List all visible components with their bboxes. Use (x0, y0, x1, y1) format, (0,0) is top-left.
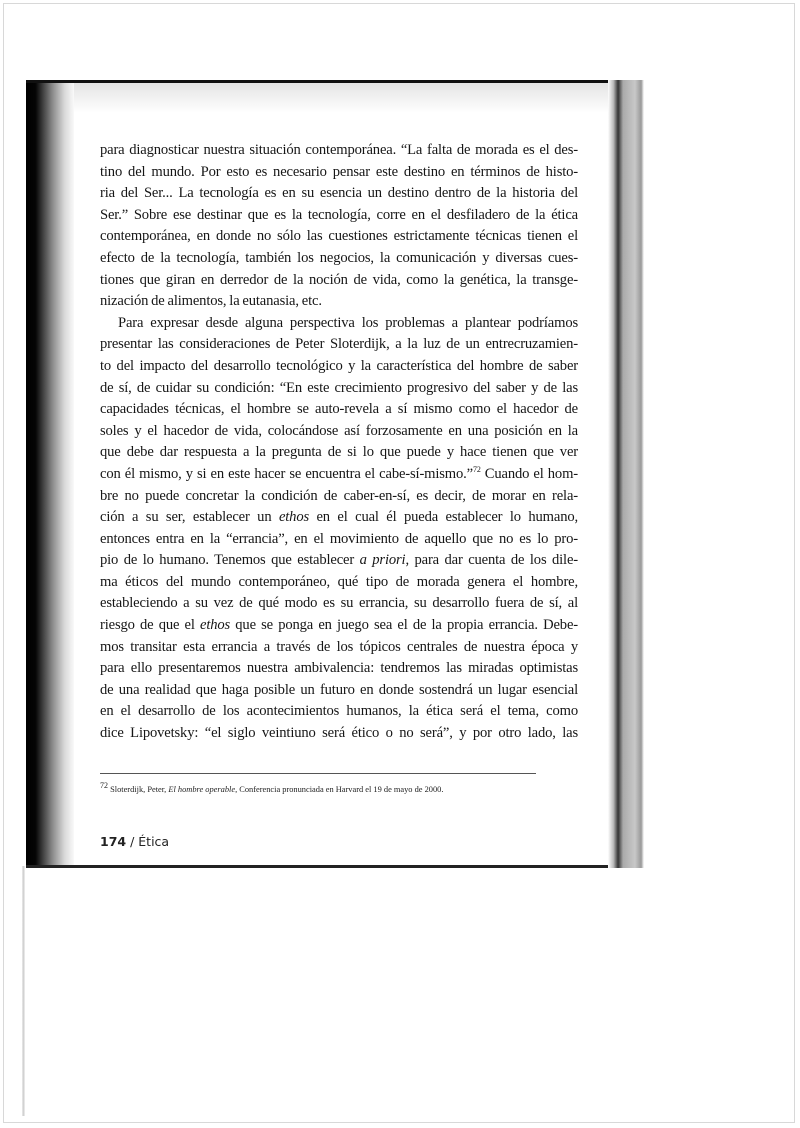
text-segment: ria del Ser... La tecnología es en su esencia un destino dentro de la historia del (100, 185, 578, 202)
text-segment: dice Lipovetsky: “el siglo veintiuno será ético o no será”, y por otro lado, las (100, 725, 578, 742)
book-title: Ética (138, 833, 170, 849)
text-segment: , para dar cuenta de los dile- (405, 552, 578, 569)
text-segment: soles y el hacedor de vida, colocándose así forzosamente en una posición en la (100, 422, 578, 439)
book-spine-shadow (26, 80, 74, 868)
text-line (100, 550, 578, 572)
footnote-author: Sloterdijk, Peter, (108, 784, 169, 794)
text-line (100, 226, 578, 248)
page-footer (100, 834, 578, 850)
page-bottom-edge (26, 865, 644, 868)
footnote-reference: 72 (472, 465, 481, 475)
italic-term: ethos (200, 617, 231, 634)
footnote (100, 780, 578, 796)
text-segment: entonces entra en la “errancia”, en el movimiento de aquello que no es lo pro- (100, 530, 578, 547)
text-segment: ma éticos del mundo contemporáneo, qué tipo de morada genera el hombre, (100, 573, 578, 590)
italic-term: a priori (359, 552, 406, 569)
text-line (100, 593, 578, 615)
page-top-edge (26, 80, 644, 83)
text-segment: Cuando el hom- (480, 465, 578, 482)
page-number: 174 (100, 833, 127, 849)
footer-separator: / (126, 833, 139, 849)
text-segment: en el cual él pueda establecer lo humano, (309, 509, 578, 526)
text-segment: que se ponga en juego sea el de la propia errancia. Debe- (230, 617, 578, 634)
text-line (100, 572, 578, 594)
scan-edge-shadow (22, 866, 25, 1116)
italic-term: ethos (278, 509, 310, 526)
text-line (100, 334, 578, 356)
text-segment: con él mismo, y si en este hacer se encuentra el cabe-sí-mismo.” (100, 465, 473, 482)
text-line (100, 140, 578, 162)
text-line (100, 313, 578, 335)
text-line (100, 507, 578, 529)
text-segment: capacidades técnicas, el hombre se auto-revela a sí mismo como el hacedor de (100, 401, 578, 418)
footnote-marker: 72 (100, 780, 108, 790)
text-line (100, 529, 578, 551)
text-line (100, 464, 578, 486)
text-line (100, 270, 578, 292)
text-line (100, 421, 578, 443)
text-line (100, 291, 578, 313)
text-segment: que debe dar respuesta a la pregunta de si lo que puede y hace tienen que ver (100, 444, 578, 461)
text-line (100, 399, 578, 421)
text-segment: Ser.” Sobre ese destinar que es la tecnología, corre en el desfiladero de la ética (100, 206, 578, 223)
text-line (100, 248, 578, 270)
text-line (100, 378, 578, 400)
text-segment: de una realidad que haga posible un futuro en donde sostendrá un lugar esencial (100, 681, 578, 698)
footnote-rule (100, 773, 536, 774)
page-right-edge-shadow (608, 80, 644, 868)
text-line (100, 658, 578, 680)
text-segment: para diagnosticar nuestra situación contemporánea. “La falta de morada es el des- (100, 142, 578, 158)
text-segment: para ello presentaremos nuestra ambivalencia: tendremos las miradas optimistas (100, 660, 578, 677)
text-segment: presentar las consideraciones de Peter Sloterdijk, a la luz de un entrecruzamien- (100, 336, 578, 353)
text-segment: en el desarrollo de los acontecimientos humanos, la ética será el tema, como (100, 703, 578, 720)
footnote-rest: , Conferencia pronunciada en Harvard el 19 de mayo de 2000. (235, 784, 444, 794)
text-segment: efecto de la tecnología, también los negocios, la comunicación y diversas cues- (100, 249, 578, 266)
footnote-title: El hombre operable (168, 784, 236, 794)
page-top-shade (66, 83, 626, 113)
text-line (100, 680, 578, 702)
text-line (100, 486, 578, 508)
text-segment: mos transitar esta errancia a través de los tópicos centrales de nuestra época y (100, 638, 578, 655)
text-segment: ción a su ser, establecer un (100, 509, 279, 526)
text-segment: de sí, de cuidar su condición: “En este crecimiento progresivo del saber y de las (100, 379, 578, 396)
text-segment: nización de alimentos, la eutanasia, etc. (100, 293, 322, 310)
text-line (100, 162, 578, 184)
text-line (100, 723, 578, 745)
text-line (100, 442, 578, 464)
text-segment: bre no puede concretar la condición de caber-en-sí, es decir, de morar en rela- (100, 487, 578, 504)
text-segment: estableciendo a su vez de qué modo es su errancia, su desarrollo fuera de sí, al (100, 595, 578, 612)
text-line (100, 183, 578, 205)
text-segment: pio de lo humano. Tenemos que establecer (100, 552, 360, 569)
text-line (100, 356, 578, 378)
text-line (100, 637, 578, 659)
text-segment: to del impacto del desarrollo tecnológico y la característica del hombre de saber (100, 357, 578, 374)
page-content (100, 140, 578, 850)
text-segment: tino del mundo. Por esto es necesario pensar este destino en términos de histo- (100, 163, 578, 180)
body-text (100, 140, 578, 745)
text-line (100, 205, 578, 227)
text-segment: Para expresar desde alguna perspectiva los problemas a plantear podríamos (118, 314, 578, 331)
text-line (100, 701, 578, 723)
text-segment: riesgo de que el (100, 617, 200, 634)
text-line (100, 615, 578, 637)
text-segment: contemporánea, en donde no sólo las cuestiones estrictamente técnicas tienen el (100, 228, 578, 245)
text-segment: tiones que giran en derredor de la noción de vida, como la genética, la transge- (100, 271, 578, 288)
